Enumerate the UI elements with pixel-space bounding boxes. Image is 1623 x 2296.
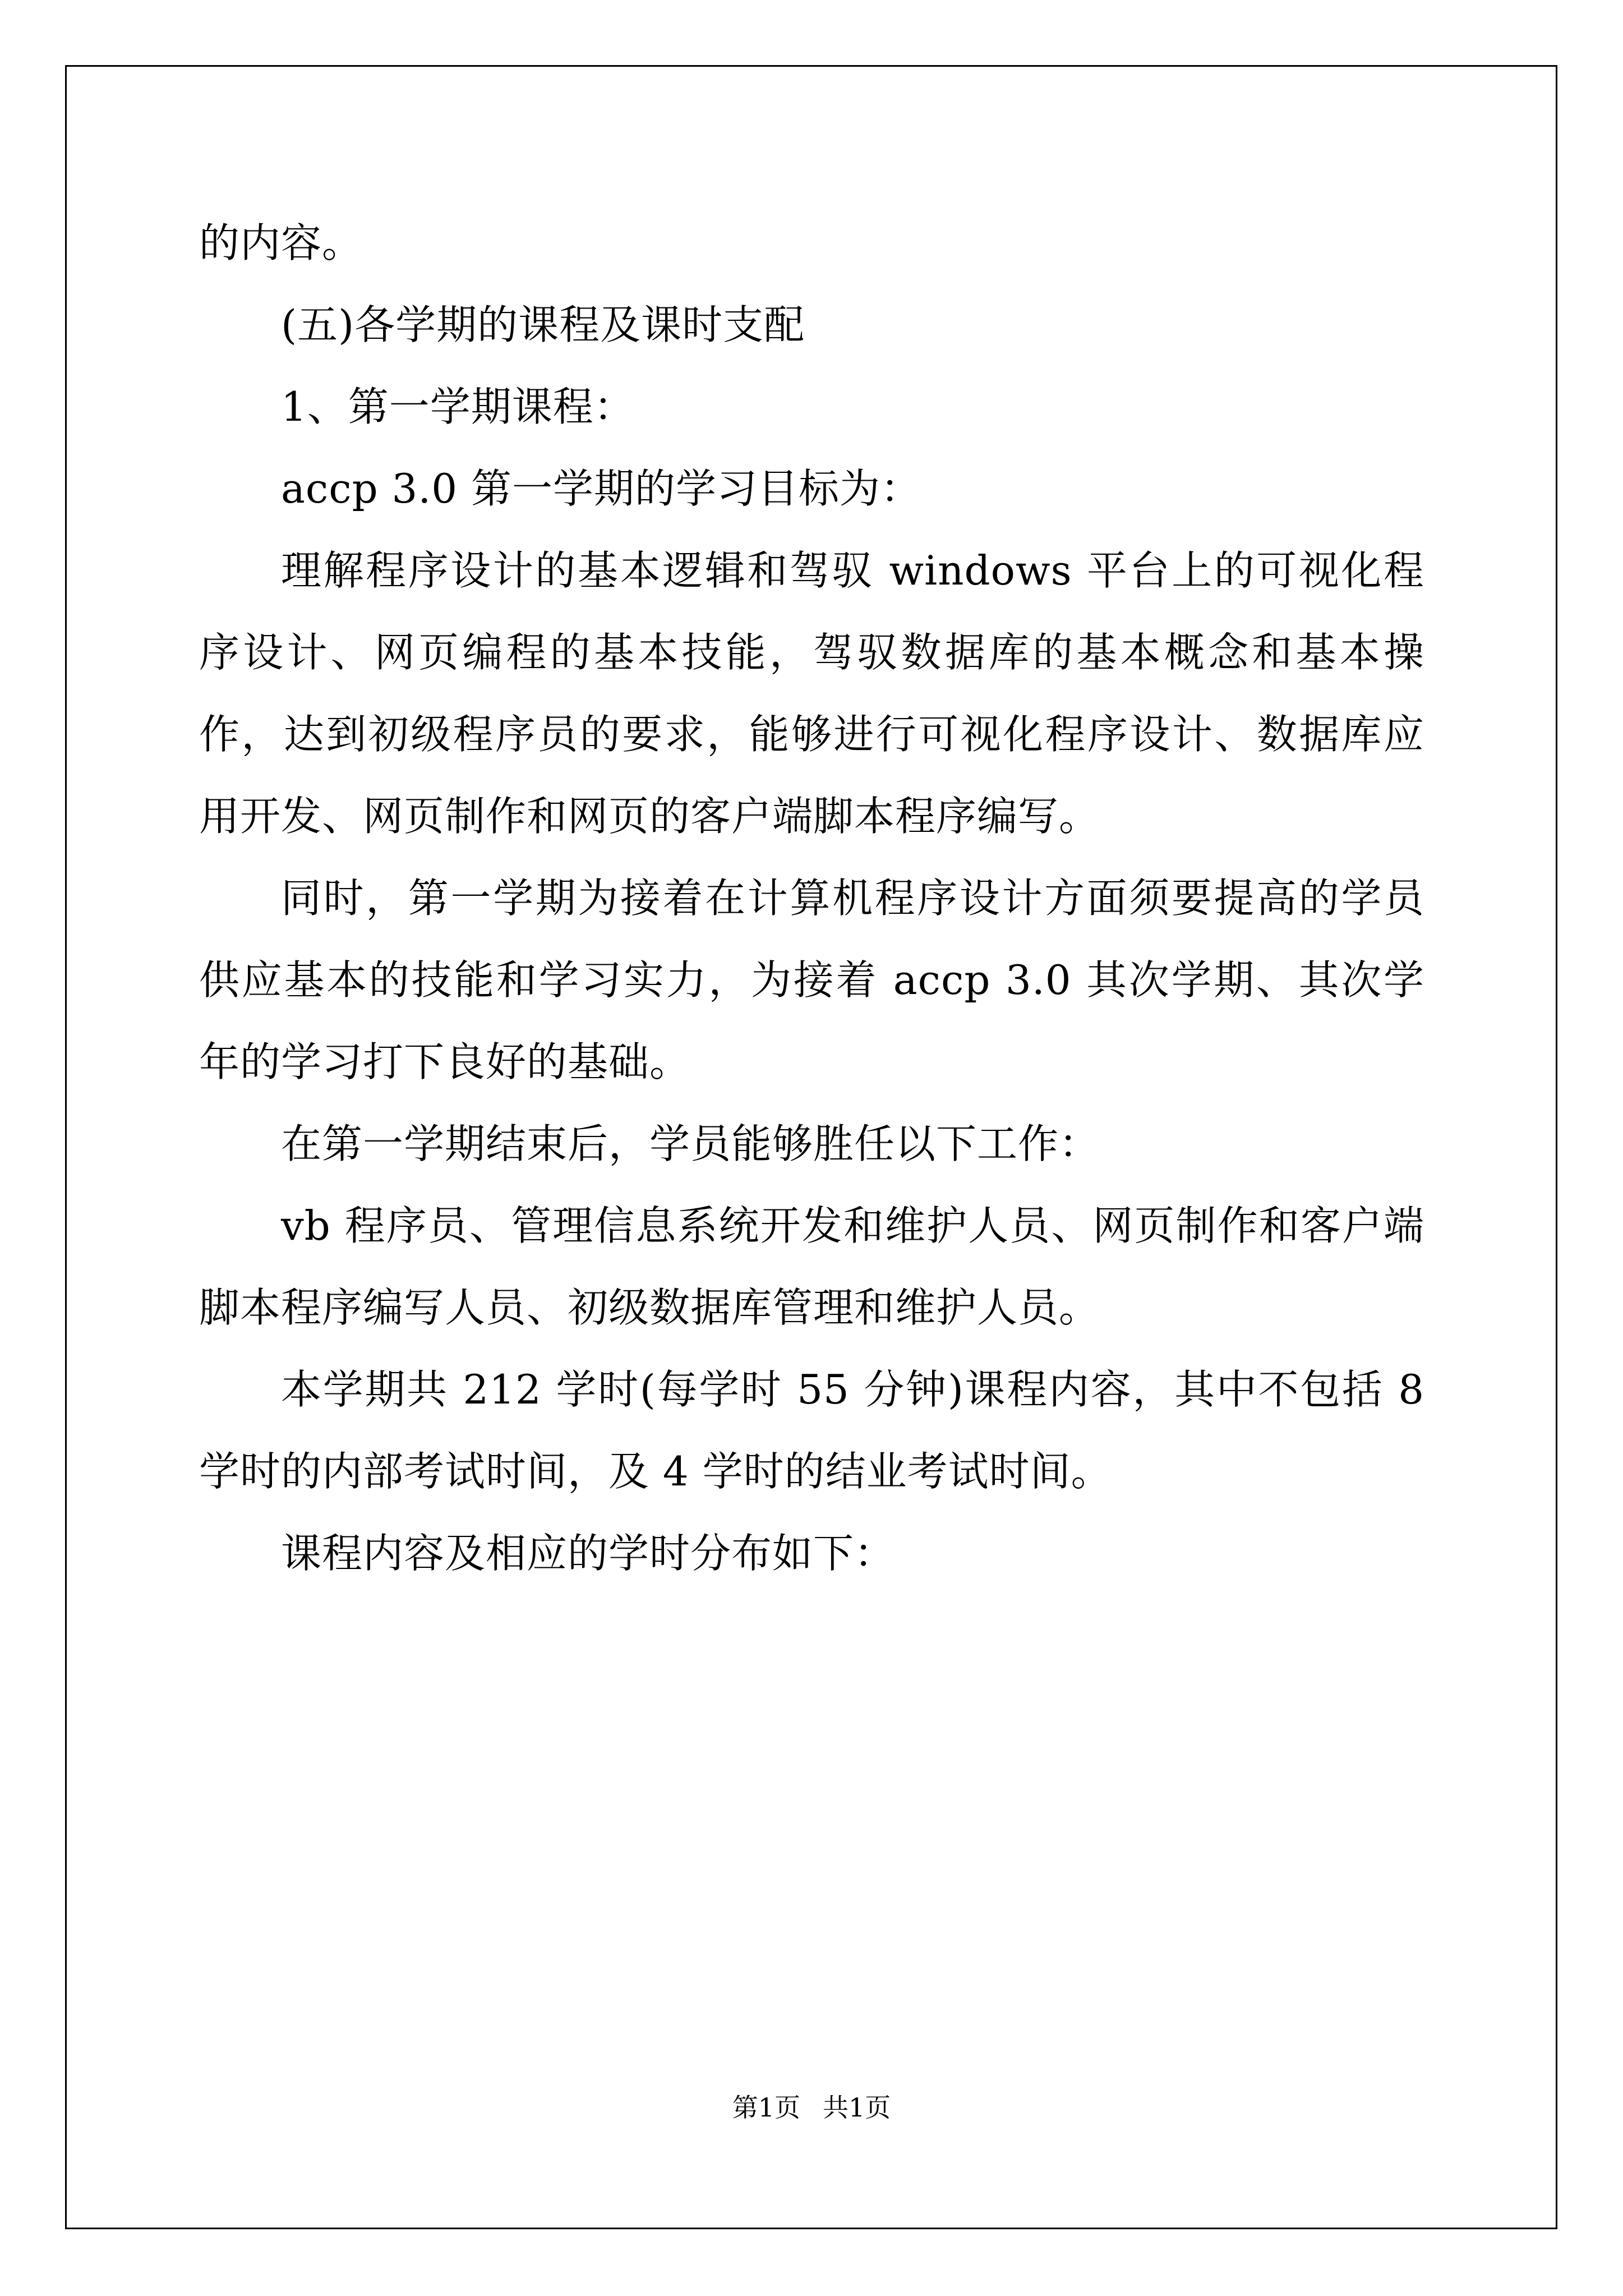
paragraph: 在第一学期结束后，学员能够胜任以下工作：	[281, 1120, 1100, 1167]
paragraph: 本学期共 212 学时(每学时 55 分钟)课程内容，其中不包括 8 学时的内部考试时间，及 4 学时的结业考试时间。	[199, 1366, 1424, 1495]
paragraph: 同时，第一学期为接着在计算机程序设计方面须要提高的学员供应基本的技能和学习实力，为接着 accp 3.0 其次学期、其次学年的学习打下良好的基础。	[199, 875, 1424, 1085]
paragraph: 理解程序设计的基本逻辑和驾驭 windows 平台上的可视化程序设计、网页编程的基本技能，驾驭数据库的基本概念和基本操作，达到初级程序员的要求，能够进行可视化程序设计、数据库应用开发、网页制作和网页的客户端脚本程序编写。	[199, 547, 1424, 840]
page-number-total: 共1页	[823, 2092, 891, 2123]
document-body	[199, 202, 1424, 1594]
page-number-current: 第1页	[732, 2092, 800, 2123]
paragraph: vb 程序员、管理信息系统开发和维护人员、网页制作和客户端脚本程序编写人员、初级数据库管理和维护人员。	[199, 1202, 1424, 1331]
page-footer	[0, 2091, 1623, 2124]
section-heading: (五)各学期的课程及课时支配	[281, 301, 805, 348]
paragraph: 课程内容及相应的学时分布如下：	[281, 1530, 896, 1577]
subsection-heading: 1、第一学期课程：	[281, 383, 635, 430]
paragraph: accp 3.0 第一学期的学习目标为：	[281, 465, 921, 512]
paragraph: 的内容。	[199, 219, 363, 266]
